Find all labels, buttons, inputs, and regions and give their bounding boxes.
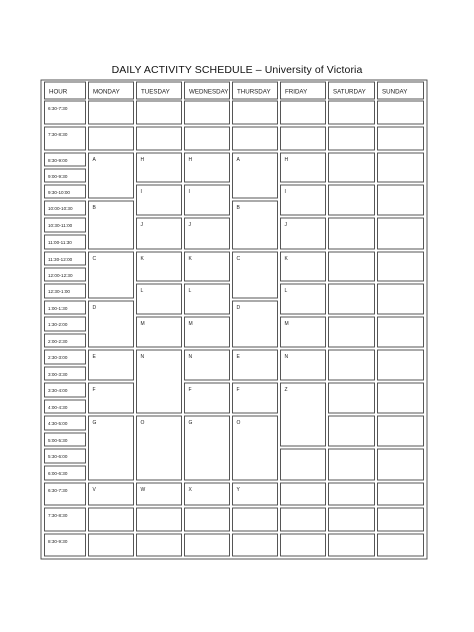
hour-label: 3:00-3:30 — [48, 372, 68, 377]
schedule-cell — [185, 101, 230, 124]
hour-label: 7:30-8:30 — [48, 513, 68, 518]
schedule-cell — [329, 350, 375, 380]
schedule-cell — [185, 508, 230, 531]
activity-label: H — [188, 157, 193, 163]
activity-label: D — [236, 305, 241, 311]
hour-cell — [45, 483, 86, 505]
column-header-tuesday: TUESDAY — [141, 88, 170, 96]
hour-label: 10:00-10:30 — [48, 206, 73, 211]
schedule-cell — [137, 218, 182, 249]
activity-label: L — [188, 288, 192, 294]
activity-label: O — [236, 420, 241, 426]
activity-label: E — [236, 354, 240, 360]
hour-label: 11:00-11:30 — [48, 240, 72, 245]
schedule-cell — [137, 127, 182, 150]
activity-label: H — [284, 157, 289, 163]
activity-label: B — [92, 205, 96, 211]
schedule-cell — [378, 218, 424, 249]
column-header-friday: FRIDAY — [285, 88, 308, 96]
activity-label: G — [188, 420, 193, 426]
hour-cell — [45, 127, 86, 150]
schedule-cell — [378, 127, 424, 150]
activity-label: F — [188, 387, 192, 393]
table-outer-frame — [41, 80, 427, 559]
activity-label: M — [140, 321, 145, 327]
activity-label: F — [92, 387, 96, 393]
schedule-cell — [137, 508, 182, 531]
schedule-cell — [329, 534, 375, 556]
activity-label: N — [140, 354, 145, 360]
hour-label: 1:00-1:30 — [48, 306, 68, 311]
schedule-cell — [185, 534, 230, 556]
activity-label: J — [188, 222, 191, 228]
schedule-cell — [89, 508, 134, 531]
activity-label: X — [188, 487, 192, 493]
hour-label: 4:30-5:00 — [48, 421, 68, 426]
hour-label: 4:00-4:30 — [48, 405, 68, 410]
activity-label: N — [284, 354, 289, 360]
hour-label: 10:30-11:00 — [48, 223, 73, 228]
column-header-hour: HOUR — [49, 88, 68, 96]
schedule-cell — [89, 534, 134, 556]
hour-label: 11:30-12:00 — [48, 257, 73, 262]
hour-cell — [45, 534, 86, 556]
hour-label: 12:00-12:30 — [48, 273, 73, 278]
schedule-cell — [378, 153, 424, 182]
hour-label: 9:30-10:00 — [48, 190, 70, 195]
activity-label: M — [188, 321, 193, 327]
activity-label: L — [140, 288, 144, 294]
activity-label: E — [92, 354, 96, 360]
hour-label: 6:00-6:30 — [48, 471, 68, 476]
schedule-cell — [137, 185, 182, 215]
activity-label: F — [236, 387, 240, 393]
activity-label: G — [92, 420, 97, 426]
activity-label: W — [140, 487, 146, 493]
hour-label: 8:30-9:00 — [48, 158, 68, 163]
hour-label: 3:30-4:00 — [48, 388, 68, 393]
schedule-cell — [185, 185, 230, 215]
schedule-cell — [281, 534, 326, 556]
schedule-cell — [185, 127, 230, 150]
schedule-cell — [233, 534, 278, 556]
schedule-cell — [378, 508, 424, 531]
schedule-cell — [329, 153, 375, 182]
activity-label: A — [236, 157, 240, 163]
schedule-cell — [329, 383, 375, 413]
hour-label: 5:00-5:30 — [48, 438, 68, 443]
schedule-cell — [378, 101, 424, 124]
schedule-cell — [281, 483, 326, 505]
hour-label: 7:30-8:30 — [48, 132, 68, 137]
schedule-cell — [378, 252, 424, 281]
activity-label: I — [188, 189, 190, 195]
column-header-monday: MONDAY — [93, 88, 120, 96]
page-title: DAILY ACTIVITY SCHEDULE – University of Victoria — [111, 64, 363, 76]
activity-label: A — [92, 157, 96, 163]
activity-label: K — [284, 256, 288, 262]
schedule-cell — [329, 508, 375, 531]
hour-label: 8:30-9:30 — [48, 539, 68, 544]
schedule-cell — [329, 483, 375, 505]
schedule-cell — [378, 383, 424, 413]
schedule-cell — [329, 252, 375, 281]
schedule-cell — [329, 218, 375, 249]
schedule-cell — [233, 101, 278, 124]
schedule-cell — [329, 416, 375, 446]
hour-label: 12:30-1:00 — [48, 289, 70, 294]
activity-label: C — [92, 256, 97, 262]
hour-cell — [45, 101, 86, 124]
schedule-cell — [281, 127, 326, 150]
activity-label: C — [236, 256, 241, 262]
column-header-wednesday: WEDNESDAY — [189, 88, 229, 96]
schedule-cell — [281, 185, 326, 215]
hour-label: 6:30-7:30 — [48, 106, 68, 111]
schedule-cell — [378, 350, 424, 380]
hour-label: 2:30-3:00 — [48, 355, 68, 360]
activity-label: H — [140, 157, 145, 163]
schedule-cell — [329, 127, 375, 150]
column-header-saturday: SATURDAY — [333, 88, 366, 96]
hour-label: 5:30-6:00 — [48, 454, 68, 459]
schedule-cell — [378, 449, 424, 480]
schedule-cell — [89, 127, 134, 150]
activity-label: K — [188, 256, 192, 262]
activity-label: Z — [284, 387, 288, 393]
activity-label: D — [92, 305, 97, 311]
schedule-cell — [329, 101, 375, 124]
schedule-cell — [329, 284, 375, 314]
hour-label: 6:30-7:30 — [48, 488, 68, 493]
schedule-cell — [329, 185, 375, 215]
activity-label: N — [188, 354, 193, 360]
schedule-cell — [378, 416, 424, 446]
schedule-cell — [137, 101, 182, 124]
schedule-cell — [89, 101, 134, 124]
schedule-cell — [329, 449, 375, 480]
hour-label: 2:00-2:30 — [48, 339, 68, 344]
activity-label: V — [92, 487, 96, 493]
schedule-cell — [378, 534, 424, 556]
activity-label: O — [140, 420, 145, 426]
activity-label: K — [140, 256, 144, 262]
schedule-cell — [281, 101, 326, 124]
schedule-cell — [137, 534, 182, 556]
activity-label: B — [236, 205, 240, 211]
schedule-cell — [378, 483, 424, 505]
hour-label: 9:00-9:30 — [48, 174, 68, 179]
column-header-sunday: SUNDAY — [382, 88, 408, 96]
activity-label: M — [284, 321, 289, 327]
schedule-cell — [185, 218, 230, 249]
schedule-cell — [233, 127, 278, 150]
schedule-cell — [378, 284, 424, 314]
hour-label: 1:30-2:00 — [48, 322, 68, 327]
column-header-thursday: THURSDAY — [237, 88, 271, 96]
activity-label: L — [284, 288, 288, 294]
activity-label: Y — [236, 487, 240, 493]
schedule-cell — [378, 185, 424, 215]
schedule-cell — [281, 449, 326, 480]
activity-label: I — [284, 189, 286, 195]
schedule-cell — [233, 508, 278, 531]
schedule-cell — [281, 508, 326, 531]
activity-label: J — [284, 222, 287, 228]
activity-label: I — [140, 189, 142, 195]
hour-cell — [45, 508, 86, 531]
schedule-cell — [329, 317, 375, 347]
schedule-cell — [378, 317, 424, 347]
activity-label: J — [140, 222, 143, 228]
schedule-cell — [281, 218, 326, 249]
